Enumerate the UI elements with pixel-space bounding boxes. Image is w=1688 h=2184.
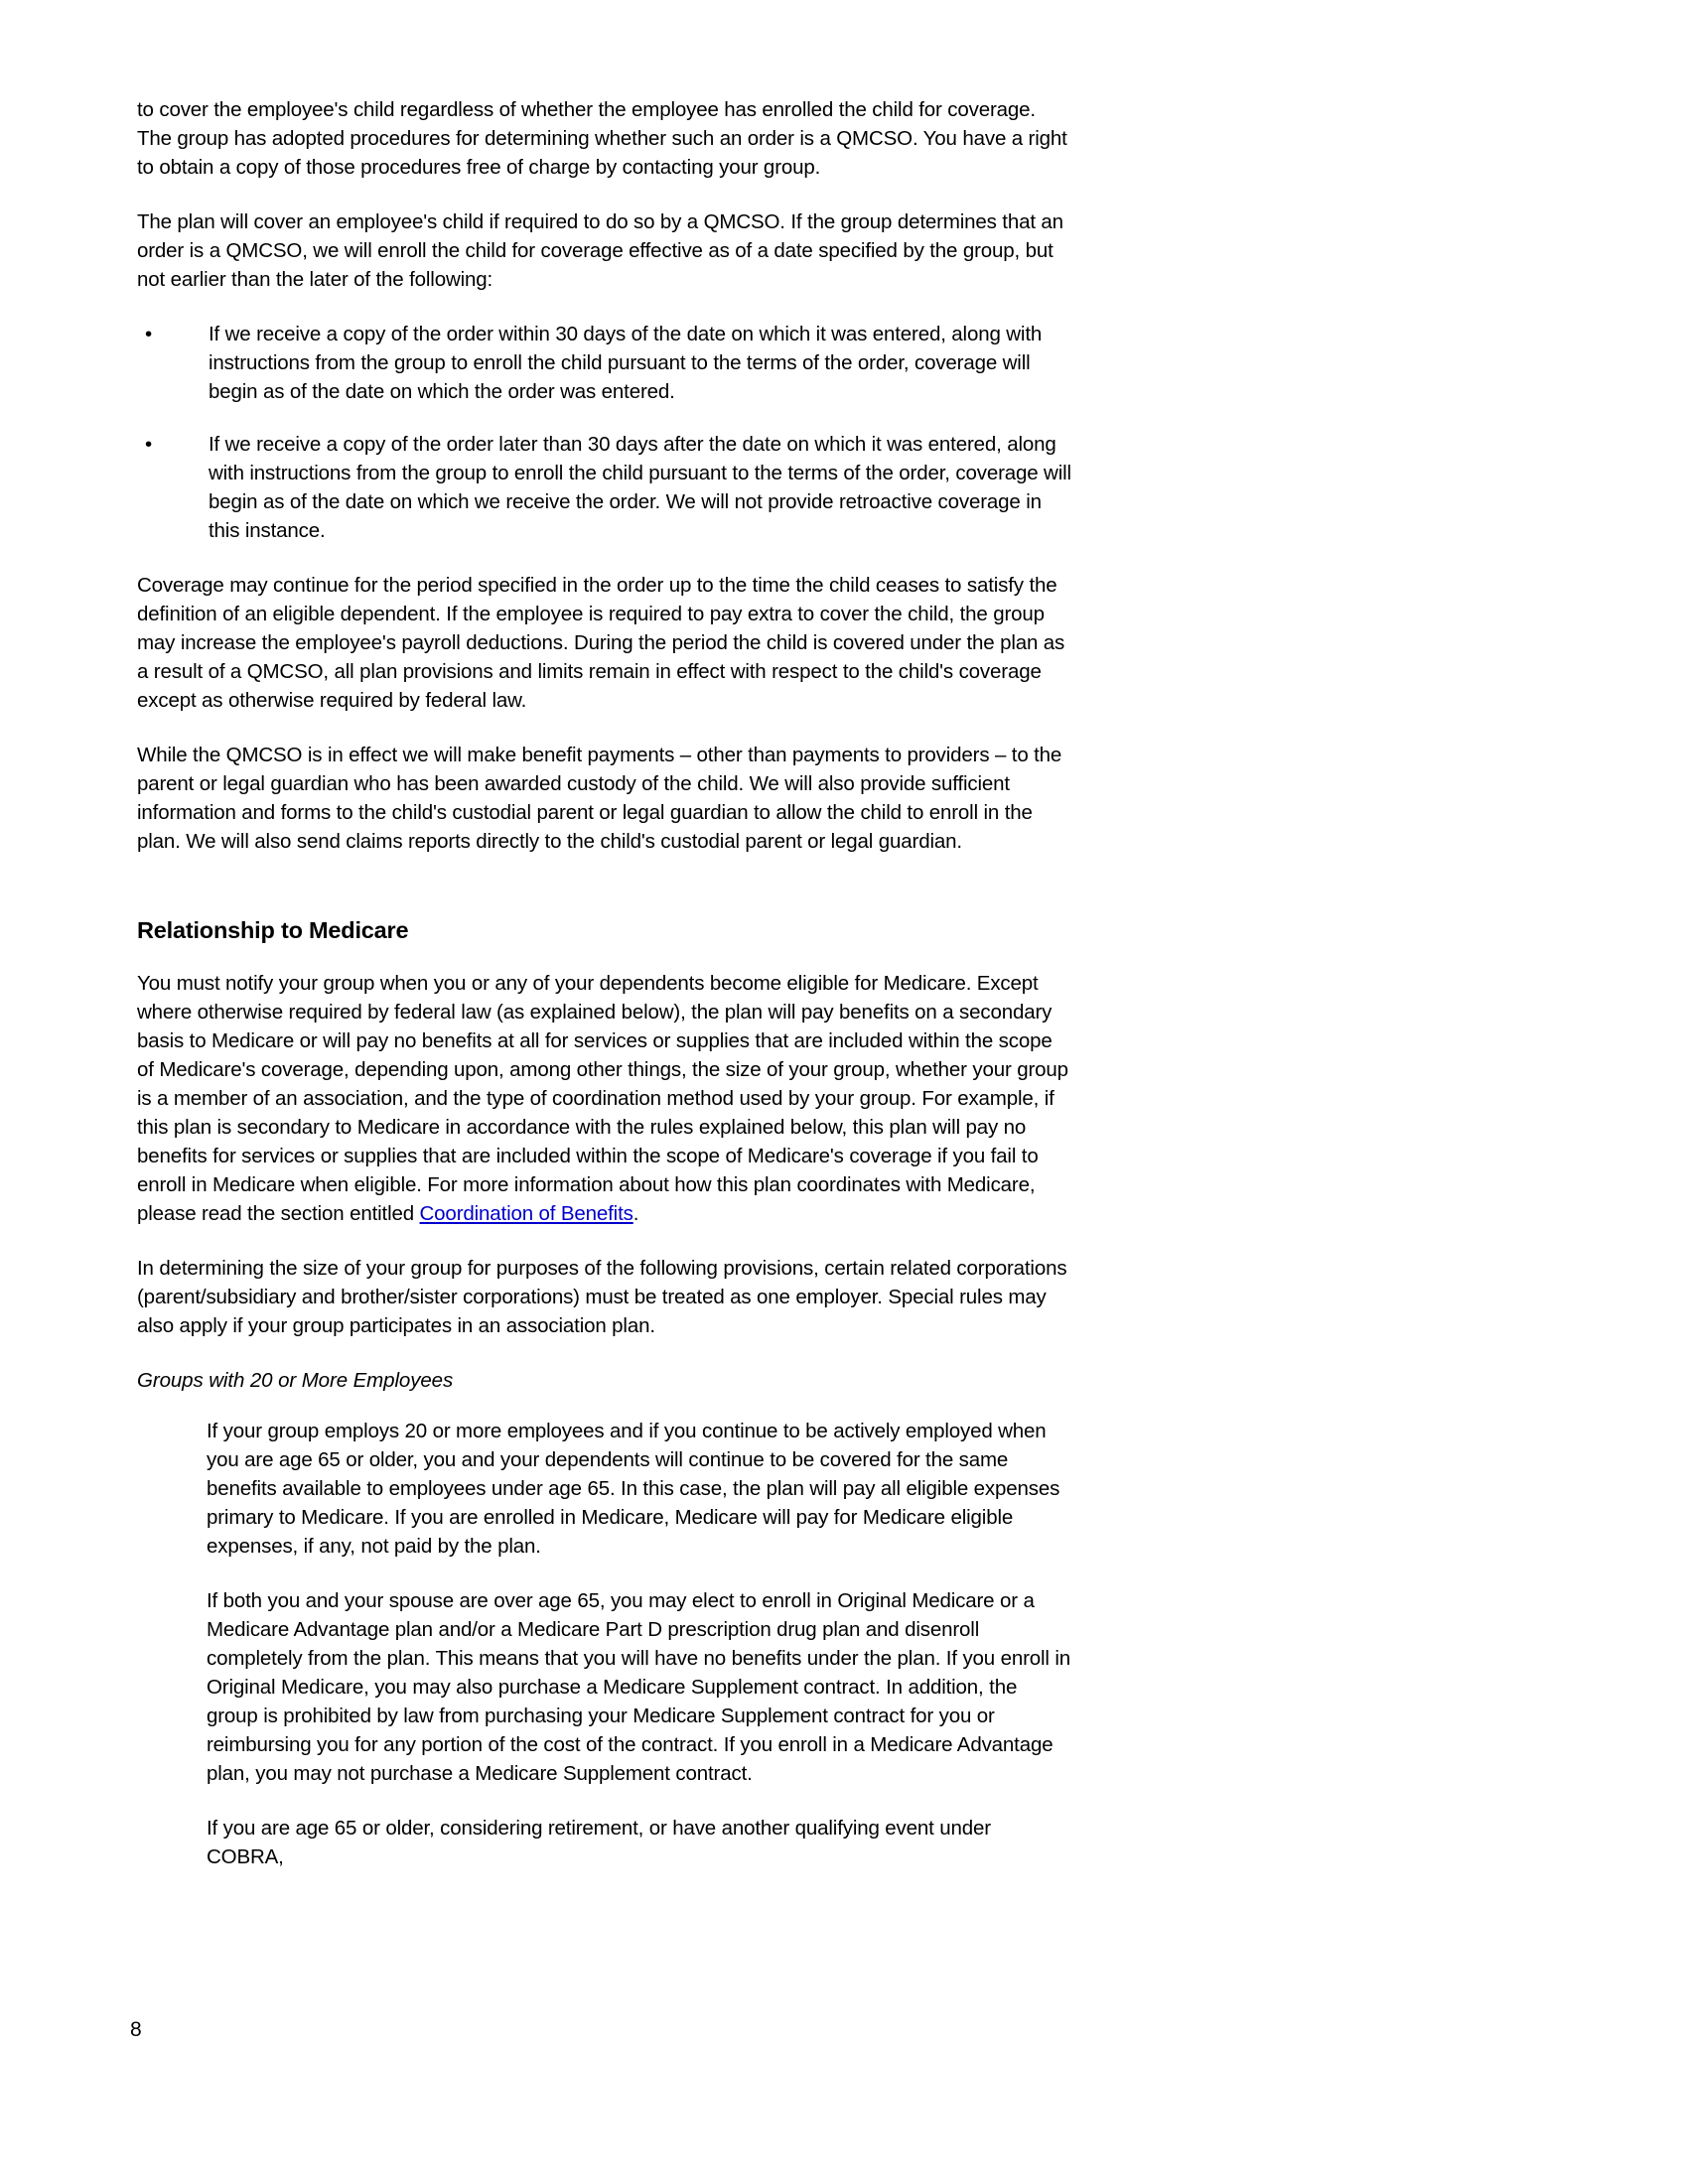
list-item-text: If we receive a copy of the order within 30 days of the date on which it was entered, along with instructions from the group to enroll the child pursuant to the terms of the order, coverage will begin as of the date on which the order was entered. xyxy=(209,323,1043,403)
paragraph-groups20-primary: If your group employs 20 or more employees and if you continue to be actively employed when you are age 65 or older, you and your dependents will continue to be covered for the same benefits available to employees under age 65. In this case, the plan will pay all eligible expenses primary to Medicare. If you are enrolled in Medicare, Medicare will pay for Medicare eligible expenses, if any, not paid by the plan. xyxy=(207,1420,1060,1558)
qmcso-timing-bullet-list xyxy=(137,320,1072,545)
bullet-icon: • xyxy=(145,433,153,456)
paragraph-medicare-notify-text: You must notify your group when you or any of your dependents become eligible for Medicare. Except where otherwise required by federal law (as explained below), the plan will pay benefits on a secondary basis to Medicare or will pay no benefits at all for services or supplies that are included within the scope of Medicare's coverage, depending upon, among other things, the size of your group, whether your group is a member of an association, and the type of coordination method used by your group. For example, if this plan is secondary to Medicare in accordance with the rules explained below, this plan will pay no benefits for services or supplies that are included within the scope of Medicare's coverage if you fail to enroll in Medicare when eligible. For more information about how this plan coordinates with Medicare, please read the section entitled xyxy=(137,972,1068,1225)
list-item xyxy=(137,320,1072,406)
paragraph-qmcso-coverage: The plan will cover an employee's child if required to do so by a QMCSO. If the group determines that an order is a QMCSO, we will enroll the child for coverage effective as of a date specified by the group, but not earlier than the later of the following: xyxy=(137,210,1063,291)
section-spacer xyxy=(137,882,1072,915)
paragraph-coverage-continuation: Coverage may continue for the period specified in the order up to the time the child ceases to satisfy the definition of an eligible dependent. If the employee is required to pay extra to cover the child, the group may increase the employee's payroll deductions. During the period the child is covered under the plan as a result of a QMCSO, all plan provisions and limits remain in effect with respect to the child's coverage except as otherwise required by federal law. xyxy=(137,574,1065,712)
page-title: Relationship to Medicare xyxy=(137,917,409,943)
paragraph-qmcso-intro: to cover the employee's child regardless of whether the employee has enrolled the child for coverage. The group has adopted procedures for determining whether such an order is a QMCSO. You have a right to obtain a copy of those procedures free of charge by contacting your group. xyxy=(137,98,1067,179)
paragraph-group-size: In determining the size of your group for purposes of the following provisions, certain related corporations (parent/subsidiary and brother/sister corporations) must be treated as one employer. Special rules may also apply if your group participates in an association plan. xyxy=(137,1257,1067,1337)
paragraph-groups20-spouse65: If both you and your spouse are over age 65, you may elect to enroll in Original Medicare or a Medicare Advantage plan and/or a Medicare Part D prescription drug plan and disenroll completely from the plan. This means that you will have no benefits under the plan. If you enroll in Original Medicare, you may also purchase a Medicare Supplement contract. In addition, the group is prohibited by law from purchasing your Medicare Supplement contract for you or reimbursing you for any portion of the cost of the contract. If you enroll in a Medicare Advantage plan, you may not purchase a Medicare Supplement contract. xyxy=(207,1589,1071,1785)
list-item xyxy=(137,430,1072,545)
paragraph-medicare-notify xyxy=(137,969,1072,1228)
page-number: 8 xyxy=(130,2018,142,2041)
list-item-text: If we receive a copy of the order later than 30 days after the date on which it was entered, along with instructions from the group to enroll the child pursuant to the terms of the order, coverage will begin as of the date on which we receive the order. We will not provide retroactive coverage in this instance. xyxy=(209,433,1071,542)
paragraph-qmcso-payments: While the QMCSO is in effect we will make benefit payments – other than payments to providers – to the parent or legal guardian who has been awarded custody of the child. We will also provide sufficient information and forms to the child's custodial parent or legal guardian to allow the child to enroll in the plan. We will also send claims reports directly to the child's custodial parent or legal guardian. xyxy=(137,744,1062,853)
coordination-of-benefits-link[interactable]: Coordination of Benefits xyxy=(419,1202,633,1225)
paragraph-medicare-notify-tail: . xyxy=(633,1202,639,1225)
page-content xyxy=(137,95,1072,1871)
subsection-heading-groups-20-plus: Groups with 20 or More Employees xyxy=(137,1369,454,1392)
paragraph-groups20-cobra: If you are age 65 or older, considering retirement, or have another qualifying event under COBRA, xyxy=(207,1817,991,1868)
bullet-icon: • xyxy=(145,323,153,345)
